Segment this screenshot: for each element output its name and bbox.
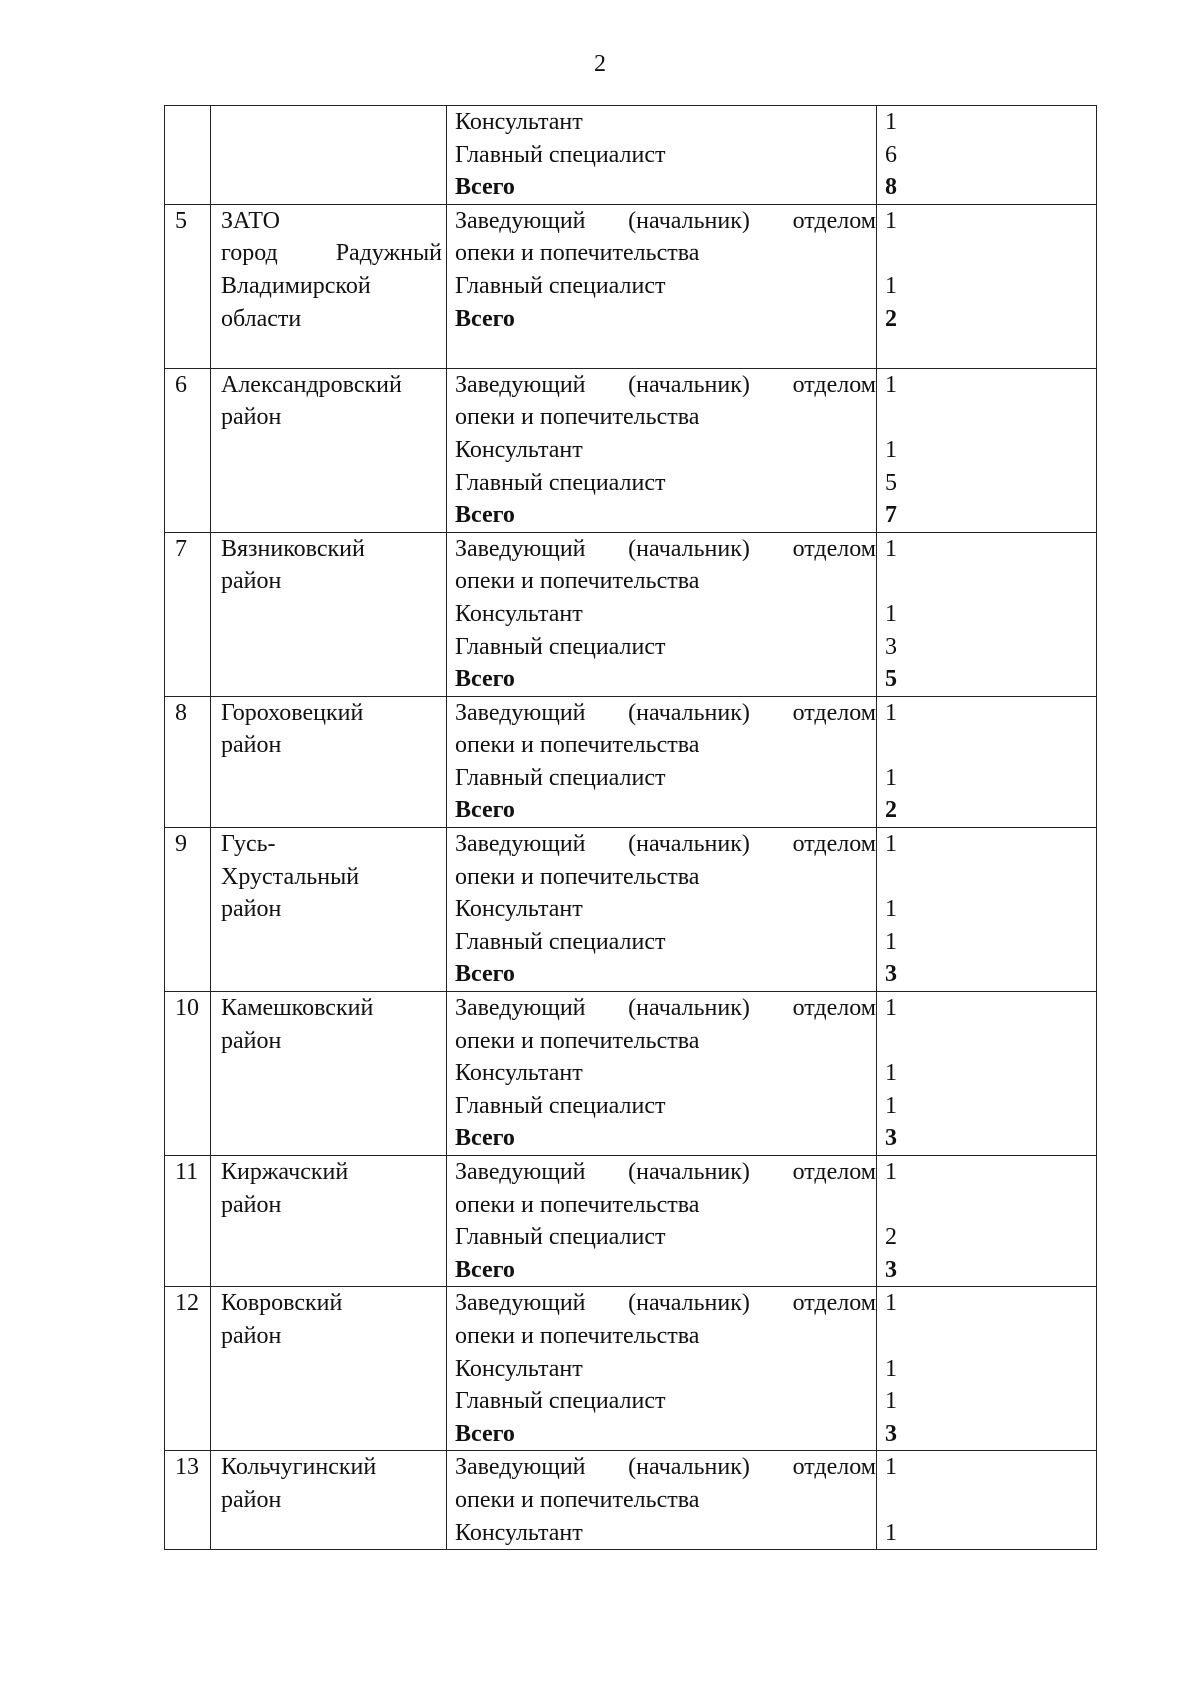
- position-label: Заведующий (начальник) отделом: [455, 1290, 876, 1317]
- row-number: 12: [175, 1290, 199, 1317]
- position-label: Главный специалист: [455, 1092, 666, 1119]
- district-name-cell: [211, 368, 447, 532]
- position-count: 3: [885, 633, 897, 660]
- position-label: Главный специалист: [455, 928, 666, 955]
- position-count: 1: [885, 1159, 897, 1185]
- district-name-line: район: [221, 732, 282, 759]
- positions-cell: [447, 204, 877, 368]
- total-label: Всего: [455, 961, 515, 988]
- position-label-continued: опеки и попечительства: [455, 1322, 700, 1349]
- district-name-line: район: [221, 1486, 282, 1513]
- position-count: 1: [885, 1355, 897, 1382]
- row-number-cell: [165, 368, 211, 532]
- position-label: Консультант: [455, 1519, 583, 1546]
- table-row: [165, 992, 1097, 1156]
- table-row: [165, 696, 1097, 827]
- positions-cell: [447, 1451, 877, 1550]
- positions-cell: [447, 696, 877, 827]
- district-name-line: ЗАТО: [221, 207, 280, 234]
- counts-cell: [877, 828, 1097, 992]
- row-number: 7: [175, 535, 187, 562]
- position-label: Заведующий (начальник) отделом: [455, 1454, 876, 1481]
- row-number-cell: [165, 696, 211, 827]
- total-label: Всего: [455, 797, 515, 824]
- total-count: 3: [885, 1256, 897, 1283]
- district-name-line: город Радужный: [221, 240, 442, 267]
- district-name-line: Вязниковский: [221, 535, 365, 562]
- positions-cell: [447, 106, 877, 205]
- position-label: Консультант: [455, 896, 583, 923]
- position-count: 1: [885, 207, 897, 234]
- district-name-cell: [211, 532, 447, 696]
- total-label: Всего: [455, 1420, 515, 1447]
- position-label: Консультант: [455, 600, 583, 627]
- position-label: Главный специалист: [455, 633, 666, 660]
- position-count: 1: [885, 995, 897, 1022]
- position-count: 1: [885, 1092, 897, 1119]
- position-count: 1: [885, 699, 897, 726]
- district-name-line: Александровский: [221, 371, 402, 398]
- position-label: Главный специалист: [455, 272, 666, 299]
- district-name-cell: [211, 1287, 447, 1451]
- position-label: Главный специалист: [455, 1224, 666, 1251]
- count-spacer: [885, 1320, 1096, 1353]
- district-name-line: район: [221, 404, 282, 431]
- district-name-cell: [211, 696, 447, 827]
- position-count: 1: [885, 896, 897, 923]
- district-name-cell: [211, 992, 447, 1156]
- total-count: 7: [885, 502, 897, 529]
- position-label: Консультант: [455, 1060, 583, 1087]
- position-count: 1: [885, 371, 897, 398]
- district-name-line: Кольчугинский: [221, 1454, 377, 1481]
- counts-cell: [877, 696, 1097, 827]
- position-label-continued: опеки и попечительства: [455, 568, 700, 595]
- position-label: Заведующий (начальник) отделом: [455, 207, 876, 234]
- row-number: 6: [175, 371, 187, 398]
- row-number-cell: [165, 1287, 211, 1451]
- count-spacer: [885, 565, 1096, 598]
- row-spacer: [455, 335, 876, 368]
- position-count: 1: [885, 928, 897, 955]
- row-number-cell: [165, 106, 211, 205]
- total-count: 8: [885, 174, 897, 201]
- district-name-line: район: [221, 1027, 282, 1054]
- total-count: 5: [885, 666, 897, 693]
- position-label-continued: опеки и попечительства: [455, 1191, 700, 1218]
- district-name-line: Гороховецкий: [221, 699, 364, 726]
- row-number-cell: [165, 204, 211, 368]
- counts-cell: [877, 532, 1097, 696]
- positions-cell: [447, 1156, 877, 1287]
- district-name-line: район: [221, 1322, 282, 1349]
- table-row: [165, 204, 1097, 368]
- position-label: Заведующий (начальник) отделом: [455, 699, 876, 726]
- district-name-cell: [211, 204, 447, 368]
- position-label: Заведующий (начальник) отделом: [455, 1159, 876, 1185]
- count-spacer: [885, 861, 1096, 894]
- total-count: 3: [885, 1420, 897, 1447]
- position-count: 1: [885, 1519, 897, 1546]
- total-label: Всего: [455, 305, 515, 332]
- row-number: [175, 106, 206, 139]
- district-name-line: Ковровский: [221, 1290, 343, 1317]
- position-count: 1: [885, 831, 897, 858]
- total-label: Всего: [455, 502, 515, 529]
- count-spacer: [885, 729, 1096, 762]
- position-count: 1: [885, 1454, 897, 1481]
- district-name-line: Владимирской: [221, 272, 371, 299]
- position-label-continued: опеки и попечительства: [455, 863, 700, 890]
- table-row: [165, 1287, 1097, 1451]
- position-label: Консультант: [455, 1355, 583, 1382]
- position-label: Главный специалист: [455, 141, 666, 168]
- row-number-cell: [165, 1156, 211, 1287]
- district-name-cell: [211, 828, 447, 992]
- district-name-line: области: [221, 305, 302, 332]
- position-label-continued: опеки и попечительства: [455, 1027, 700, 1054]
- count-spacer: [885, 401, 1096, 434]
- position-label-continued: опеки и попечительства: [455, 404, 700, 431]
- positions-cell: [447, 1287, 877, 1451]
- position-count: 1: [885, 764, 897, 791]
- table-row: [165, 1156, 1097, 1287]
- count-spacer: [885, 1484, 1096, 1517]
- counts-cell: [877, 992, 1097, 1156]
- position-count: 1: [885, 1388, 897, 1415]
- row-number-cell: [165, 992, 211, 1156]
- position-count: 1: [885, 600, 897, 627]
- total-count: 3: [885, 1125, 897, 1152]
- position-count: 5: [885, 469, 897, 496]
- position-count: 6: [885, 141, 897, 168]
- position-label-continued: опеки и попечительства: [455, 732, 700, 759]
- row-number: 5: [175, 207, 187, 234]
- district-name-line: район: [221, 1191, 282, 1218]
- district-name-cell: [211, 106, 447, 205]
- position-label: Консультант: [455, 436, 583, 463]
- row-number-cell: [165, 828, 211, 992]
- district-name-cell: [211, 1451, 447, 1550]
- position-label: Заведующий (начальник) отделом: [455, 995, 876, 1022]
- total-count: 2: [885, 305, 897, 332]
- position-label: Главный специалист: [455, 469, 666, 496]
- table-row: [165, 532, 1097, 696]
- total-count: 3: [885, 961, 897, 988]
- position-count: 1: [885, 109, 897, 135]
- district-name-line: Хрустальный: [221, 863, 360, 890]
- staffing-table-body: [165, 106, 1097, 1550]
- position-count: 1: [885, 535, 897, 562]
- district-name-line: Гусь-: [221, 831, 276, 858]
- total-label: Всего: [455, 1125, 515, 1152]
- counts-cell: [877, 1156, 1097, 1287]
- positions-cell: [447, 992, 877, 1156]
- count-spacer: [885, 1025, 1096, 1058]
- position-label: Главный специалист: [455, 764, 666, 791]
- total-label: Всего: [455, 174, 515, 201]
- counts-cell: [877, 106, 1097, 205]
- district-name-line: район: [221, 568, 282, 595]
- row-number: 13: [175, 1454, 199, 1481]
- staffing-table: [164, 105, 1097, 1550]
- total-label: Всего: [455, 666, 515, 693]
- positions-cell: [447, 532, 877, 696]
- row-number: 9: [175, 831, 187, 858]
- positions-cell: [447, 828, 877, 992]
- row-number-cell: [165, 1451, 211, 1550]
- position-count: 2: [885, 1224, 897, 1251]
- district-name-cell: [211, 1156, 447, 1287]
- position-count: 1: [885, 1060, 897, 1087]
- position-count: 1: [885, 1290, 897, 1317]
- counts-cell: [877, 204, 1097, 368]
- position-label: Главный специалист: [455, 1388, 666, 1415]
- district-name-line: Киржачский: [221, 1159, 349, 1185]
- position-label: Заведующий (начальник) отделом: [455, 371, 876, 398]
- district-name-line: район: [221, 896, 282, 923]
- district-name-line: Камешковский: [221, 995, 374, 1022]
- table-row: [165, 368, 1097, 532]
- page-number: 2: [594, 51, 606, 77]
- counts-cell: [877, 1451, 1097, 1550]
- count-spacer: [885, 237, 1096, 270]
- table-row: [165, 106, 1097, 205]
- row-number: 8: [175, 699, 187, 726]
- counts-cell: [877, 368, 1097, 532]
- position-count: 1: [885, 436, 897, 463]
- total-count: 2: [885, 797, 897, 824]
- position-label-continued: опеки и попечительства: [455, 240, 700, 267]
- row-number: 10: [175, 995, 199, 1022]
- position-label-continued: опеки и попечительства: [455, 1486, 700, 1513]
- counts-cell: [877, 1287, 1097, 1451]
- table-row: [165, 1451, 1097, 1550]
- row-number: 11: [175, 1159, 199, 1185]
- position-count: 1: [885, 272, 897, 299]
- position-label: Заведующий (начальник) отделом: [455, 535, 876, 562]
- position-label: Консультант: [455, 109, 583, 135]
- row-number-cell: [165, 532, 211, 696]
- positions-cell: [447, 368, 877, 532]
- position-label: Заведующий (начальник) отделом: [455, 831, 876, 858]
- table-row: [165, 828, 1097, 992]
- total-label: Всего: [455, 1256, 515, 1283]
- count-spacer: [885, 1189, 1096, 1222]
